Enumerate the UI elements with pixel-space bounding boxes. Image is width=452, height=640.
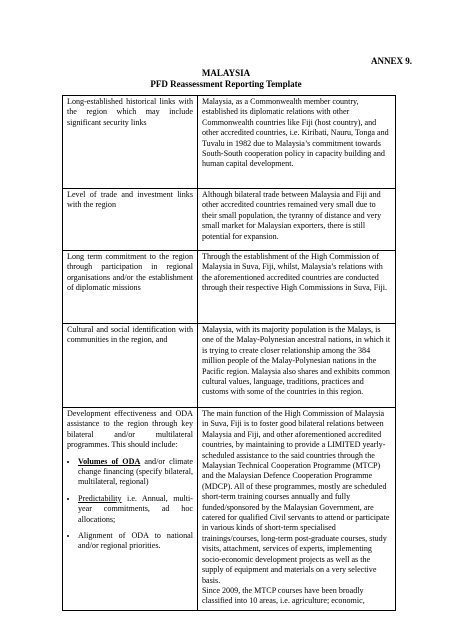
criterion-bullet-list [67, 457, 193, 552]
bullet-text: i.e. Annual, multi-year commitments, ad hoc allocations; [78, 493, 193, 524]
document-title [0, 68, 452, 90]
criterion-cell: Cultural and social identification with communities in the region, and [63, 324, 198, 408]
response-cell: Although bilateral trade between Malaysia and Fiji and other accredited countries remained very small due to their small population, the tyranny of distance and very small market for Malaysian exporters, there is still potential for expansion. [198, 189, 396, 251]
bullet-term: Predictability [78, 493, 122, 503]
response-cell [198, 408, 396, 611]
template-title: PFD Reassessment Reporting Template [150, 79, 302, 89]
criterion-cell [63, 408, 198, 611]
list-item [78, 457, 193, 488]
reassessment-table [62, 95, 396, 611]
bullet-text: Alignment of ODA to national and/or regional priorities. [78, 531, 193, 551]
country-heading: MALAYSIA [201, 68, 251, 78]
criterion-cell: Long-established historical links with the region which may include significant security links [63, 96, 198, 189]
list-item [78, 531, 193, 552]
bullet-term: Volumes of ODA [78, 456, 141, 466]
response-text: The main function of the High Commission of Malaysia in Suva, Fiji is to foster good bilateral relations between Malaysia and Fiji, and other aforementioned accredited countries, by maintaining to provide a LIMITED yearly-scheduled assistance to the said countries through the Malaysian Technical Cooperation Programme (MTCP) and the Malaysian Defence Cooperation Programme (MDCP). All of these programmes, mostly are scheduled short-term training courses annually and fully funded/sponsored by the Malaysian Government, are catered for qualified Civil servants to attend or participate in various kinds of short-term specialised trainings/courses, long-term post-graduate courses, study visits, attachment, services of experts, implementing socio-economic development projects as well as the supply of equipment and materials on a very selective basis. [202, 409, 390, 585]
bullet-text: and/or climate change financing (specify bilateral, multilateral, regional) [78, 456, 193, 487]
table-row [63, 251, 396, 324]
response-cell: Malaysia, as a Commonwealth member country, established its diplomatic relations with other Commonwealth countries like Fiji (host country), and other accredited countries, i.e. Kiribati, Nauru, Tonga and Tuvalu in 1982 due to Malaysia’s commitment towards South-South cooperation policy in capacity building and human capital development. [198, 96, 396, 189]
table-row [63, 189, 396, 251]
table-row [63, 408, 396, 611]
criterion-cell: Long term commitment to the region through participation in regional organisations and/or the establishment of diplomatic missions [63, 251, 198, 324]
table-row [63, 96, 396, 189]
annex-label: ANNEX 9. [370, 56, 412, 66]
list-item [78, 494, 193, 525]
response-text-continued: Since 2009, the MTCP courses have been broadly classified into 10 areas, i.e. agriculture; economic, [202, 585, 365, 606]
table-row [63, 324, 396, 408]
response-cell: Through the establishment of the High Commission of Malaysia in Suva, Fiji, whilst, Malaysia’s relations with the aforementioned accredited countries are conducted through their respective High Commissions in Suva, Fiji. [198, 251, 396, 324]
criterion-text: Development effectiveness and ODA assistance to the region through key bilateral and/or multilateral programmes. This should include: [67, 409, 193, 450]
criterion-cell: Level of trade and investment links with the region [63, 189, 198, 251]
response-cell: Malaysia, with its majority population is the Malays, is one of the Malay-Polynesian ancestral nations, in which it is trying to create closer relationship among the 384 million people of the Malay-Polynesian nations in the Pacific region. Malaysia also shares and exhibits common cultural values, language, traditions, practices and customs with some of the countries in this region. [198, 324, 396, 408]
